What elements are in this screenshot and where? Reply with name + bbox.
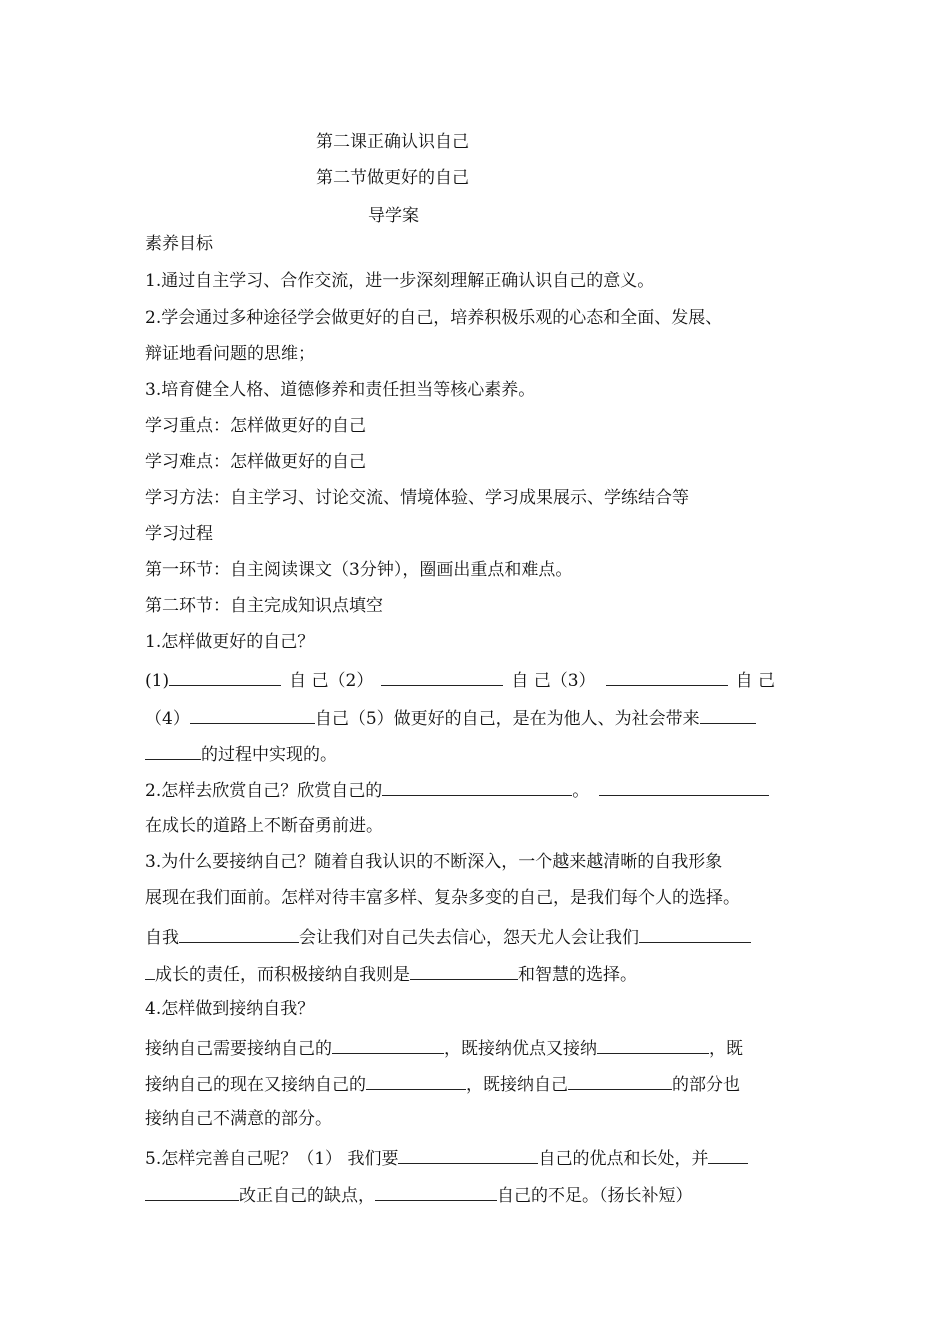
q1-label-4: 自 己 [735, 671, 775, 691]
learning-method: 学习方法：自主学习、讨论交流、情境体验、学习成果展示、学练结合等 [145, 488, 689, 508]
question-5-line-2 [145, 1183, 810, 1206]
q2-blank-1[interactable] [382, 778, 572, 796]
q4-label-3: ，既 [709, 1039, 743, 1059]
lesson-title: 第二课正确认识自己 [316, 132, 469, 152]
q4-blank-2[interactable] [597, 1036, 709, 1054]
question-4-line-1 [145, 1036, 810, 1059]
question-1-line-2 [145, 706, 810, 729]
q5-blank-1[interactable] [398, 1146, 538, 1164]
q1-label-6: 自己（5）做更好的自己，是在为他人、为社会带来 [314, 709, 700, 729]
q1-blank-3[interactable] [606, 668, 728, 686]
q4-blank-1[interactable] [332, 1036, 444, 1054]
key-point: 学习重点：怎样做更好的自己 [145, 416, 366, 436]
step-1: 第一环节：自主阅读课文（3分钟），圈画出重点和难点。 [145, 560, 573, 580]
q1-blank-1[interactable] [169, 668, 281, 686]
process-heading: 学习过程 [145, 524, 213, 544]
question-1-line-1 [145, 668, 810, 691]
document-type: 导学案 [368, 206, 419, 226]
section-title: 第二节做更好的自己 [316, 168, 469, 188]
q3-label-3: 成长的责任，而积极接纳自我则是 [155, 965, 410, 985]
q5-label-1: 5.怎样完善自己呢？（1） 我们要 [145, 1149, 399, 1169]
q1-blank-2[interactable] [381, 668, 503, 686]
q1-label-2: 自 己（2） [289, 671, 374, 691]
q4-label-5: ，既接纳自己 [466, 1075, 568, 1095]
q4-label-2: ，既接纳优点又接纳 [444, 1039, 597, 1059]
question-2-line-2: 在成长的道路上不断奋勇前进。 [145, 816, 383, 836]
objective-2-line-2: 辩证地看问题的思维； [145, 344, 315, 364]
objective-1: 1.通过自主学习、合作交流，进一步深刻理解正确认识自己的意义。 [145, 271, 655, 291]
q5-label-2: 自己的优点和长处，并 [538, 1149, 709, 1169]
q5-label-3: 改正自己的缺点， [239, 1186, 375, 1206]
question-3-line-2: 展现在我们面前。怎样对待丰富多样、复杂多变的自己，是我们每个人的选择。 [145, 888, 740, 908]
q3-label-1: 自我 [145, 928, 179, 948]
difficult-point: 学习难点：怎样做更好的自己 [145, 452, 366, 472]
q5-blank-2[interactable] [708, 1146, 748, 1164]
q4-blank-3[interactable] [366, 1072, 466, 1090]
q4-blank-4[interactable] [568, 1072, 672, 1090]
q1-label-3: 自 己（3） [511, 671, 596, 691]
q4-label-4: 接纳自己的现在又接纳自己的 [145, 1075, 366, 1095]
q3-blank-3[interactable] [410, 962, 518, 980]
question-1-line-3 [145, 742, 810, 765]
question-3-line-1: 3.为什么要接纳自己？随着自我认识的不断深入，一个越来越清晰的自我形象 [145, 852, 723, 872]
q2-label-2: 。 [572, 781, 590, 801]
question-4-line-3: 接纳自己不满意的部分。 [145, 1109, 332, 1129]
q3-label-2: 会让我们对自己失去信心，怨天尤人会让我们 [299, 928, 639, 948]
q4-label-6: 的部分也 [672, 1075, 740, 1095]
objectives-heading: 素养目标 [145, 234, 213, 254]
q1-label-1: (1) [145, 671, 170, 691]
q5-blank-3[interactable] [375, 1183, 497, 1201]
q5-label-4: 自己的不足。（扬长补短） [497, 1186, 693, 1206]
q1-label-7: 的过程中实现的。 [201, 745, 337, 765]
objective-3: 3.培育健全人格、道德修养和责任担当等核心素养。 [145, 380, 536, 400]
question-4-title: 4.怎样做到接纳自我？ [145, 999, 315, 1019]
q5-blank-2-cont[interactable] [145, 1183, 239, 1201]
objective-2-line-1: 2.学会通过多种途径学会做更好的自己，培养积极乐观的心态和全面、发展、 [145, 308, 723, 328]
q4-label-1: 接纳自己需要接纳自己的 [145, 1039, 332, 1059]
q1-label-5: （4） [145, 709, 190, 729]
q3-blank-2-cont[interactable] [145, 962, 155, 980]
question-4-line-2 [145, 1072, 810, 1095]
question-1-title: 1.怎样做更好的自己？ [145, 632, 315, 652]
question-3-line-3 [145, 925, 810, 948]
question-3-line-4 [145, 962, 810, 985]
q2-label-1: 2.怎样去欣赏自己？欣赏自己的 [145, 781, 383, 801]
step-2: 第二环节：自主完成知识点填空 [145, 596, 383, 616]
q3-blank-2[interactable] [639, 925, 751, 943]
q1-blank-5[interactable] [700, 706, 756, 724]
q1-blank-5-cont[interactable] [145, 742, 201, 760]
q3-blank-1[interactable] [179, 925, 299, 943]
question-5-line-1 [145, 1146, 810, 1169]
q1-blank-4[interactable] [190, 706, 315, 724]
q3-label-4: 和智慧的选择。 [518, 965, 637, 985]
question-2-line-1 [145, 778, 810, 801]
q2-blank-2[interactable] [599, 778, 769, 796]
